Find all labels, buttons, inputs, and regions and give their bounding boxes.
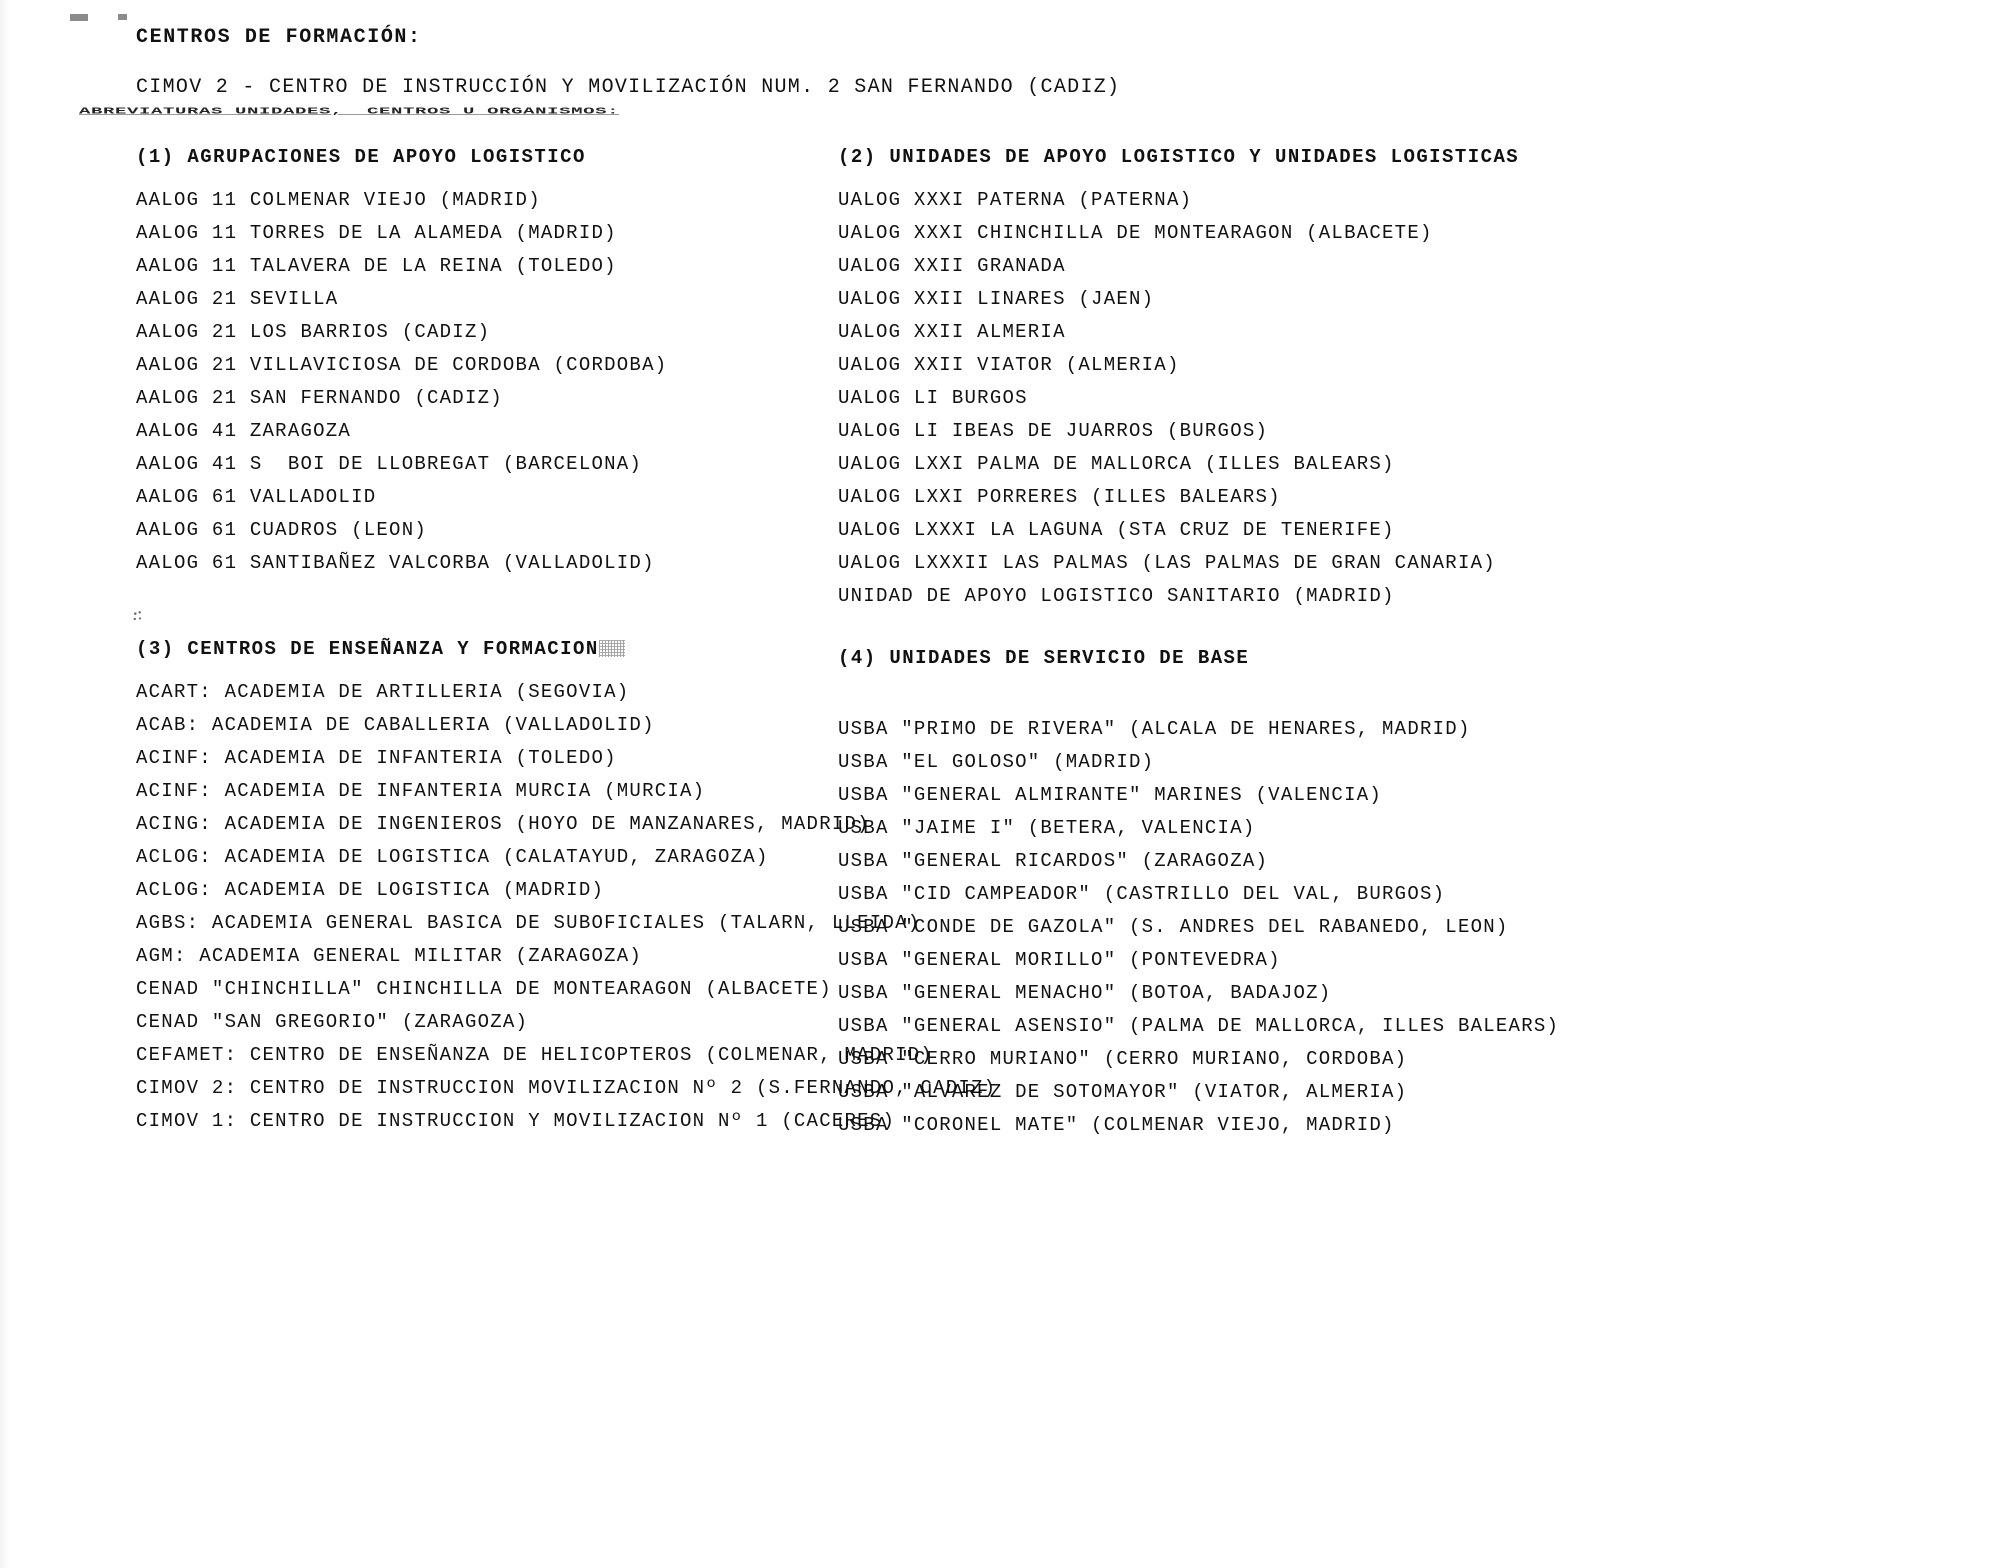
list-item: CENAD "CHINCHILLA" CHINCHILLA DE MONTEARAGON (ALBACETE) — [136, 978, 832, 1000]
list-item: CEFAMET: CENTRO DE ENSEÑANZA DE HELICOPTEROS (COLMENAR, MADRID) — [136, 1044, 934, 1066]
list-item: UALOG LXXI PORRERES (ILLES BALEARS) — [838, 486, 1281, 508]
list-item: AALOG 11 COLMENAR VIEJO (MADRID) — [136, 189, 541, 211]
abbreviations-heading: ABREVIATURAS UNIDADES, CENTROS U ORGANISMOS: — [79, 106, 620, 117]
list-item: AALOG 61 SANTIBAÑEZ VALCORBA (VALLADOLID) — [136, 552, 655, 574]
section-1-title: (1) AGRUPACIONES DE APOYO LOGISTICO — [136, 146, 586, 168]
right-column — [838, 140, 1958, 1142]
list-item: AALOG 11 TALAVERA DE LA REINA (TOLEDO) — [136, 255, 617, 277]
section-2-title: (2) UNIDADES DE APOYO LOGISTICO Y UNIDADES LOGISTICAS — [838, 146, 1520, 168]
list-item: ACAB: ACADEMIA DE CABALLERIA (VALLADOLID) — [136, 714, 655, 736]
section-unidades-servicio-base — [838, 641, 1958, 1142]
list-item: USBA "JAIME I" (BETERA, VALENCIA) — [838, 817, 1256, 839]
list-item: AALOG 61 CUADROS (LEON) — [136, 519, 427, 541]
list-item: AALOG 41 ZARAGOZA — [136, 420, 352, 442]
section-gap — [838, 613, 1958, 641]
list-item: ACLOG: ACADEMIA DE LOGISTICA (MADRID) — [136, 879, 605, 901]
page-title: CENTROS DE FORMACIÓN: — [136, 26, 422, 49]
list-item: UALOG XXII ALMERIA — [838, 321, 1066, 343]
list-item: UALOG XXXI CHINCHILLA DE MONTEARAGON (ALBACETE) — [838, 222, 1433, 244]
scan-edge-artifact — [0, 0, 10, 1568]
list-item: AALOG 21 LOS BARRIOS (CADIZ) — [136, 321, 491, 343]
list-item: ACING: ACADEMIA DE INGENIEROS (HOYO DE MANZANARES, MADRID) — [136, 813, 870, 835]
list-item: UNIDAD DE APOYO LOGISTICO SANITARIO (MADRID) — [838, 585, 1395, 607]
list-item: USBA "CONDE DE GAZOLA" (S. ANDRES DEL RABANEDO, LEON) — [838, 916, 1509, 938]
list-item: ACLOG: ACADEMIA DE LOGISTICA (CALATAYUD, ZARAGOZA) — [136, 846, 769, 868]
list-item: USBA "CID CAMPEADOR" (CASTRILLO DEL VAL, BURGOS) — [838, 883, 1446, 905]
list-item: UALOG XXII LINARES (JAEN) — [838, 288, 1155, 310]
section-unidades-apoyo-logistico — [838, 140, 1958, 613]
list-item: USBA "PRIMO DE RIVERA" (ALCALA DE HENARES, MADRID) — [838, 718, 1471, 740]
list-item: UALOG LI BURGOS — [838, 387, 1028, 409]
list-item: UALOG XXII VIATOR (ALMERIA) — [838, 354, 1180, 376]
list-item: AALOG 11 TORRES DE LA ALAMEDA (MADRID) — [136, 222, 617, 244]
list-item: UALOG XXII GRANADA — [838, 255, 1066, 277]
list-item: USBA "GENERAL ALMIRANTE" MARINES (VALENCIA) — [838, 784, 1383, 806]
section-4-title: (4) UNIDADES DE SERVICIO DE BASE — [838, 647, 1250, 669]
list-item: ACINF: ACADEMIA DE INFANTERIA MURCIA (MURCIA) — [136, 780, 706, 802]
section-3-title-text: (3) CENTROS DE ENSEÑANZA Y FORMACION — [136, 638, 599, 660]
list-item: AGBS: ACADEMIA GENERAL BASICA DE SUBOFICIALES (TALARN, LLEIDA) — [136, 912, 921, 934]
list-item: USBA "CERRO MURIANO" (CERRO MURIANO, CORDOBA) — [838, 1048, 1408, 1070]
list-item: AALOG 61 VALLADOLID — [136, 486, 377, 508]
list-item: AALOG 41 S BOI DE LLOBREGAT (BARCELONA) — [136, 453, 643, 475]
list-item: USBA "GENERAL MENACHO" (BOTOA, BADAJOZ) — [838, 982, 1332, 1004]
list-item-text: CENAD "SAN GREGORIO" (ZARAGOZA) — [136, 1011, 529, 1033]
list-item: USBA "CORONEL MATE" (COLMENAR VIEJO, MADRID) — [838, 1114, 1395, 1136]
list-item: UALOG XXXI PATERNA (PATERNA) — [838, 189, 1193, 211]
list-item: CIMOV 2: CENTRO DE INSTRUCCION MOVILIZACION Nº 2 (S.FERNANDO, CADIZ) — [136, 1077, 997, 1099]
section-2-entries — [838, 184, 1958, 613]
list-item: CIMOV 1: CENTRO DE INSTRUCCION Y MOVILIZACION Nº 1 (CACERES) — [136, 1110, 896, 1132]
document-header — [136, 24, 1886, 102]
list-item: USBA "GENERAL MORILLO" (PONTEVEDRA) — [838, 949, 1281, 971]
ink-speck-icon — [132, 610, 143, 622]
document-subtitle: CIMOV 2 - CENTRO DE INSTRUCCIÓN Y MOVILIZACIÓN NUM. 2 SAN FERNANDO (CADIZ) — [136, 76, 1121, 99]
list-item: ACINF: ACADEMIA DE INFANTERIA (TOLEDO) — [136, 747, 617, 769]
scan-speck-artifact — [70, 14, 88, 21]
list-item: UALOG LXXI PALMA DE MALLORCA (ILLES BALEARS) — [838, 453, 1395, 475]
title-gap — [838, 685, 1958, 713]
list-item: ACART: ACADEMIA DE ARTILLERIA (SEGOVIA) — [136, 681, 630, 703]
list-item: AGM: ACADEMIA GENERAL MILITAR (ZARAGOZA) — [136, 945, 643, 967]
list-item: AALOG 21 VILLAVICIOSA DE CORDOBA (CORDOBA) — [136, 354, 668, 376]
list-item: UALOG LXXXII LAS PALMAS (LAS PALMAS DE GRAN CANARIA) — [838, 552, 1496, 574]
list-item: AALOG 21 SEVILLA — [136, 288, 339, 310]
ink-blot-icon — [599, 640, 625, 657]
list-item: USBA "EL GOLOSO" (MADRID) — [838, 751, 1155, 773]
scan-speck-artifact — [118, 14, 127, 20]
list-item: UALOG LI IBEAS DE JUARROS (BURGOS) — [838, 420, 1269, 442]
list-item: UALOG LXXXI LA LAGUNA (STA CRUZ DE TENERIFE) — [838, 519, 1395, 541]
list-item: AALOG 21 SAN FERNANDO (CADIZ) — [136, 387, 503, 409]
section-4-entries — [838, 713, 1958, 1142]
list-item: USBA "GENERAL ASENSIO" (PALMA DE MALLORCA, ILLES BALEARS) — [838, 1015, 1560, 1037]
list-item: USBA "ALVAREZ DE SOTOMAYOR" (VIATOR, ALMERIA) — [838, 1081, 1408, 1103]
list-item: USBA "GENERAL RICARDOS" (ZARAGOZA) — [838, 850, 1269, 872]
